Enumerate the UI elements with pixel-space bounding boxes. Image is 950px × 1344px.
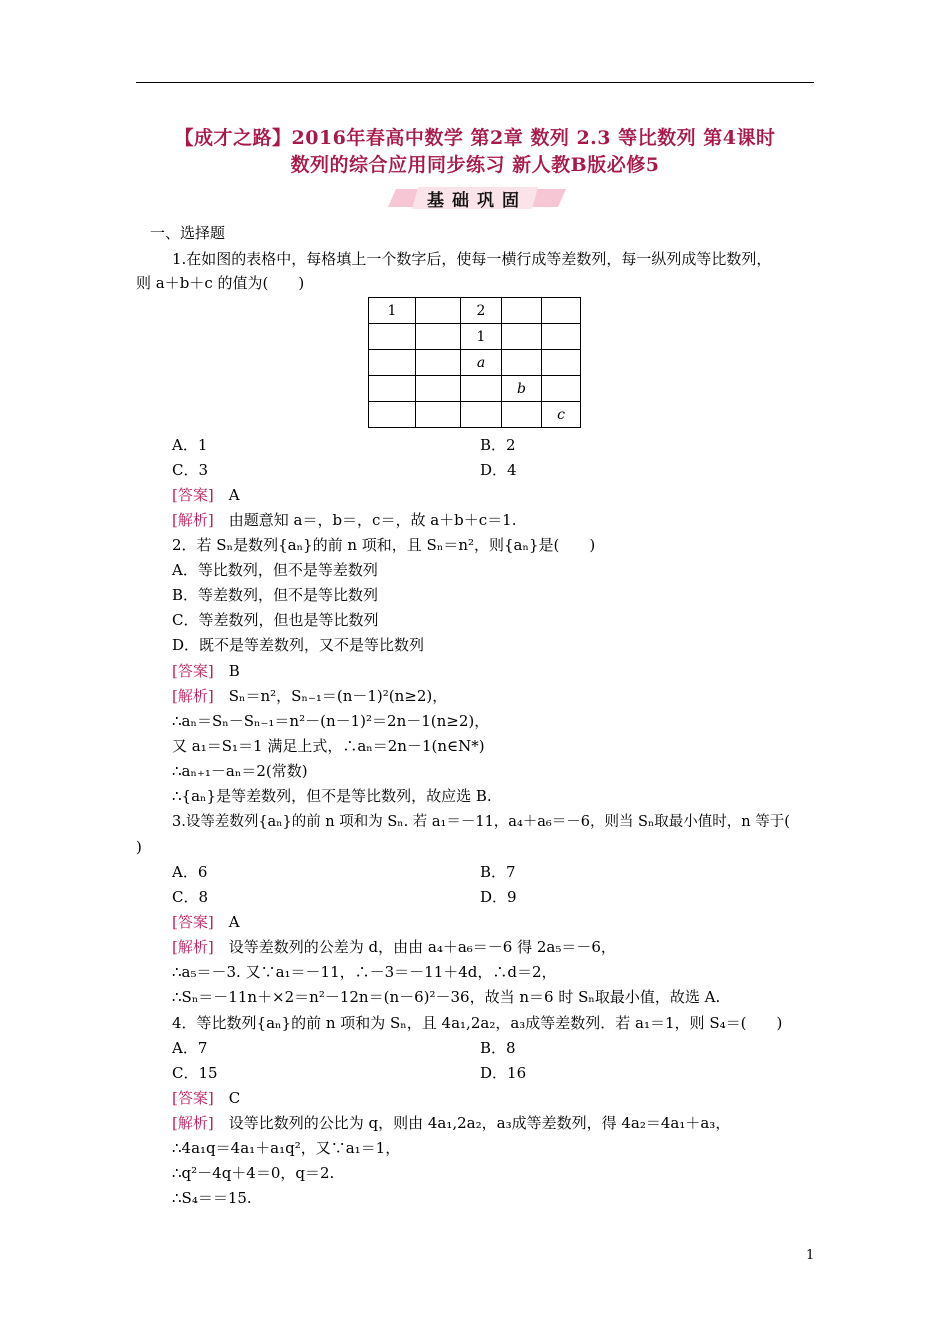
q1-option-d: D．4 [480,461,517,479]
q2-explanation-4: ∴aₙ₊₁－aₙ＝2(常数) [172,762,308,780]
grid-cell [502,402,542,428]
grid-row [369,402,581,428]
grid-row [369,324,581,350]
grid-cell: 1 [461,324,502,350]
q2-explanation [172,686,447,706]
q4-explanation-3: ∴q²－4q＋4＝0，q＝2. [172,1164,335,1182]
grid-cell [542,350,581,376]
q3-option-d: D．9 [480,888,517,906]
explanation-tag: [解析] [172,1114,214,1132]
grid-cell [502,350,542,376]
number-grid [368,297,581,428]
grid-row [369,298,581,324]
q3-option-a: A．6 [172,863,208,881]
q4-option-b: B．8 [480,1039,516,1057]
explanation-tag: [解析] [172,511,214,529]
grid-cell [502,324,542,350]
q4-option-a: A．7 [172,1039,208,1057]
grid-row [369,376,581,402]
q2-explanation-2: ∴aₙ＝Sₙ－Sₙ₋₁＝n²－(n－1)²＝2n－1(n≥2)， [172,712,490,730]
q4-explanation-2: ∴4a₁q＝4a₁＋a₁q²，又∵a₁＝1， [172,1139,401,1157]
explanation-tag: [解析] [172,687,214,705]
grid-cell [369,402,416,428]
grid-cell [369,350,416,376]
q3-explanation [172,937,616,957]
grid-cell [542,324,581,350]
grid-cell [369,376,416,402]
q3-text-2: ) [136,838,142,856]
q3-option-b: B．7 [480,863,516,881]
q3-explanation-3: ∴Sₙ＝－11n＋×2＝n²－12n＝(n－6)²－36，故当 n＝6 时 Sₙ取最小值，故选 A. [172,988,721,1006]
grid-cell [542,298,581,324]
q1-text-1: 1.在如图的表格中，每格填上一个数字后，使每一横行成等差数列，每一纵列成等比数列， [172,250,772,268]
q3-answer [172,912,240,932]
doc-title-line1: 【成才之路】2016年春高中数学 第2章 数列 2.3 等比数列 第4课时 [174,127,776,149]
q2-answer-value: B [228,662,240,680]
grid-cell: a [461,350,502,376]
grid-cell [416,324,461,350]
q1-explanation-text: 由题意知 a＝，b＝，c＝，故 a＋b＋c＝1. [228,511,517,529]
q2-text: 2．若 Sₙ是数列{aₙ}的前 n 项和，且 Sₙ＝n²，则{aₙ}是( ) [172,536,596,554]
grid-cell [416,376,461,402]
answer-tag: [答案] [172,1089,214,1107]
grid-row [369,350,581,376]
q2-option-c: C．等差数列，但也是等比数列 [172,611,379,629]
grid-cell [369,324,416,350]
q4-answer-value: C [228,1089,241,1107]
grid-cell: 1 [369,298,416,324]
grid-cell [416,298,461,324]
grid-cell [416,350,461,376]
section-heading: 一、选择题 [150,224,226,242]
q1-option-a: A．1 [172,436,208,454]
q4-answer [172,1088,240,1108]
q2-explanation-3: 又 a₁＝S₁＝1 满足上式，∴aₙ＝2n－1(n∈N*) [172,737,485,755]
banner-label: 基础巩固 [427,191,527,211]
q1-explanation [172,510,516,530]
doc-title-line2: 数列的综合应用同步练习 新人教B版必修5 [290,154,660,176]
q3-explanation-text: 设等差数列的公差为 d，由由 a₄＋a₆＝－6 得 2a₅＝－6， [228,938,616,956]
grid-cell [502,298,542,324]
q2-option-b: B．等差数列，但不是等比数列 [172,586,379,604]
grid-cell [542,376,581,402]
page-number: 1 [806,1248,815,1263]
explanation-tag: [解析] [172,938,214,956]
q3-text-1: 3.设等差数列{aₙ}的前 n 项和为 Sₙ. 若 a₁＝－11，a₄＋a₆＝－6，则当 Sₙ取最小值时，n 等于( [172,814,790,830]
answer-tag: [答案] [172,486,214,504]
q3-answer-value: A [228,913,240,931]
grid-cell [461,376,502,402]
grid-cell: 2 [461,298,502,324]
q2-option-d: D．既不是等差数列，又不是等比数列 [172,636,425,654]
q1-option-c: C．3 [172,461,209,479]
q4-option-c: C．15 [172,1064,218,1082]
grid-cell: c [542,402,581,428]
grid-cell [416,402,461,428]
q4-text: 4．等比数列{aₙ}的前 n 项和为 Sₙ，且 4a₁,2a₂，a₃成等差数列．若 a₁＝1，则 S₄＝( ) [172,1014,783,1032]
q2-option-a: A．等比数列，但不是等差数列 [172,561,378,579]
q1-answer-value: A [228,486,240,504]
q4-option-d: D．16 [480,1064,527,1082]
q2-explanation-5: ∴{aₙ}是等差数列，但不是等比数列，故应选 B. [172,787,492,805]
grid-cell [461,402,502,428]
answer-tag: [答案] [172,913,214,931]
q3-explanation-2: ∴a₅＝－3. 又∵a₁＝－11，∴－3＝－11＋4d，∴d＝2， [172,963,557,981]
q2-explanation-text: Sₙ＝n²，Sₙ₋₁＝(n－1)²(n≥2)， [228,687,448,705]
q1-option-b: B．2 [480,436,516,454]
top-rule [136,82,814,83]
q4-explanation-text: 设等比数列的公比为 q，则由 4a₁,2a₂，a₃成等差数列，得 4a₂＝4a₁＋a₃， [228,1114,731,1132]
q4-explanation [172,1113,730,1133]
q4-explanation-4: ∴S₄＝＝15. [172,1189,252,1207]
q1-answer [172,485,240,505]
q3-option-c: C．8 [172,888,209,906]
q2-answer [172,661,240,681]
q1-text-2: 则 a＋b＋c 的值为( ) [136,274,305,292]
answer-tag: [答案] [172,662,214,680]
section-banner [388,185,566,209]
grid-cell: b [502,376,542,402]
